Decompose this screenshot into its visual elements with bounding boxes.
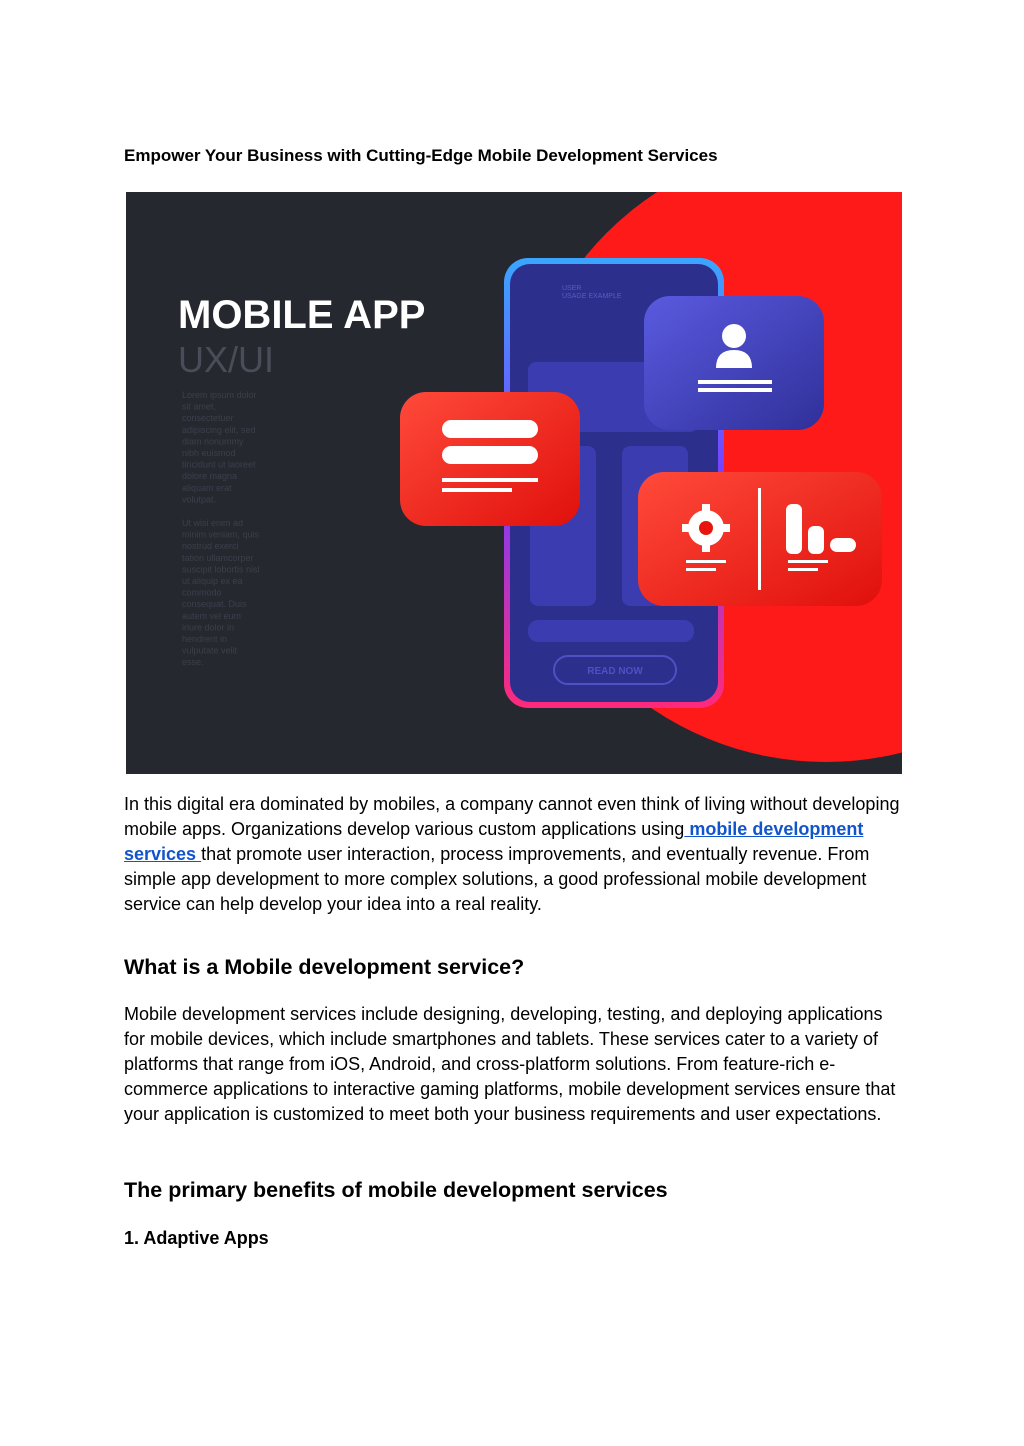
intro-text-before: In this digital era dominated by mobiles, a company cannot even think of living without developing mobile apps. Organizations develop various custom applications using — [124, 794, 900, 839]
phone-caption-user: USER — [562, 285, 582, 292]
hero-headline: MOBILE APP — [178, 293, 426, 337]
subsection-heading-adaptive-apps: 1. Adaptive Apps — [124, 1228, 269, 1248]
hero-lorem-line: diam nonummy — [182, 436, 244, 447]
hero-lorem-line: volutpat. — [182, 494, 217, 505]
phone-read-now-label: READ NOW — [587, 666, 643, 677]
hero-lorem-line: nibh euismod — [182, 448, 236, 458]
hero-lorem-line: nostrud exerci — [182, 541, 239, 552]
intro-paragraph — [124, 792, 904, 917]
intro-text-after: that promote user interaction, process improvements, and eventually revenue. From simple app development to more complex solutions, a good professional mobile development service can help develop your idea into a real reality. — [124, 844, 870, 914]
hero-lorem-line: vulputate velit — [182, 645, 238, 656]
settings-card — [638, 472, 882, 606]
phone-bar — [528, 620, 694, 642]
section-body-what-is: Mobile development services include designing, developing, testing, and deploying applications for mobile devices, which include smartphones and tablets. These services cater to a variety of platforms that range from iOS, Android, and cross-platform solutions. From feature-rich e-commerce applications to interactive gaming platforms, mobile development services ensure that your application is customized to meet both your business requirements and user expectations. — [124, 1004, 896, 1124]
hero-lorem-line: commodo — [182, 587, 222, 598]
section-heading-what-is: What is a Mobile development service? — [124, 955, 525, 979]
hero-lorem-line: esse. — [182, 657, 204, 668]
hero-lorem-line: tation ullamcorper — [182, 552, 254, 563]
hero-lorem-block-2 — [182, 518, 260, 667]
hero-lorem-line: Lorem ipsum dolor — [182, 390, 257, 400]
hero-lorem-line: minim veniam, quis — [182, 529, 260, 540]
user-icon — [722, 324, 746, 348]
hero-lorem-line: suscipit lobortis nisl — [182, 564, 260, 575]
section-heading-benefits: The primary benefits of mobile development services — [124, 1178, 668, 1202]
hero-lorem-line: dolore magna — [182, 471, 238, 482]
hero-lorem-line: iriure dolor in — [182, 622, 235, 633]
phone-caption-usage: USAGE EXAMPLE — [562, 293, 622, 300]
mobile-development-services-link[interactable]: mobile development services — [124, 819, 864, 864]
hero-image — [126, 192, 902, 774]
menu-card — [400, 392, 580, 526]
hero-subheadline: UX/UI — [178, 339, 275, 380]
hero-lorem-line: ut aliquip ex ea — [182, 576, 243, 586]
hero-illustration — [126, 192, 902, 774]
hero-lorem-block-1 — [182, 390, 257, 504]
hero-lorem-line: aliquam erat — [182, 482, 232, 493]
hero-lorem-line: consequat. Duis — [182, 599, 247, 610]
hero-lorem-line: sit amet, — [182, 401, 217, 412]
hero-lorem-line: adipiscing elit, sed — [182, 424, 256, 435]
hero-lorem-line: Ut wisi enim ad — [182, 518, 244, 528]
user-card — [644, 296, 824, 430]
hero-lorem-line: autem vel eum — [182, 610, 242, 621]
hero-lorem-line: tincidunt ut laoreet — [182, 459, 256, 470]
hero-lorem-line: consectetuer — [182, 413, 234, 424]
hero-lorem-line: hendrerit in — [182, 634, 228, 644]
document-title: Empower Your Business with Cutting-Edge Mobile Development Services — [124, 146, 718, 165]
